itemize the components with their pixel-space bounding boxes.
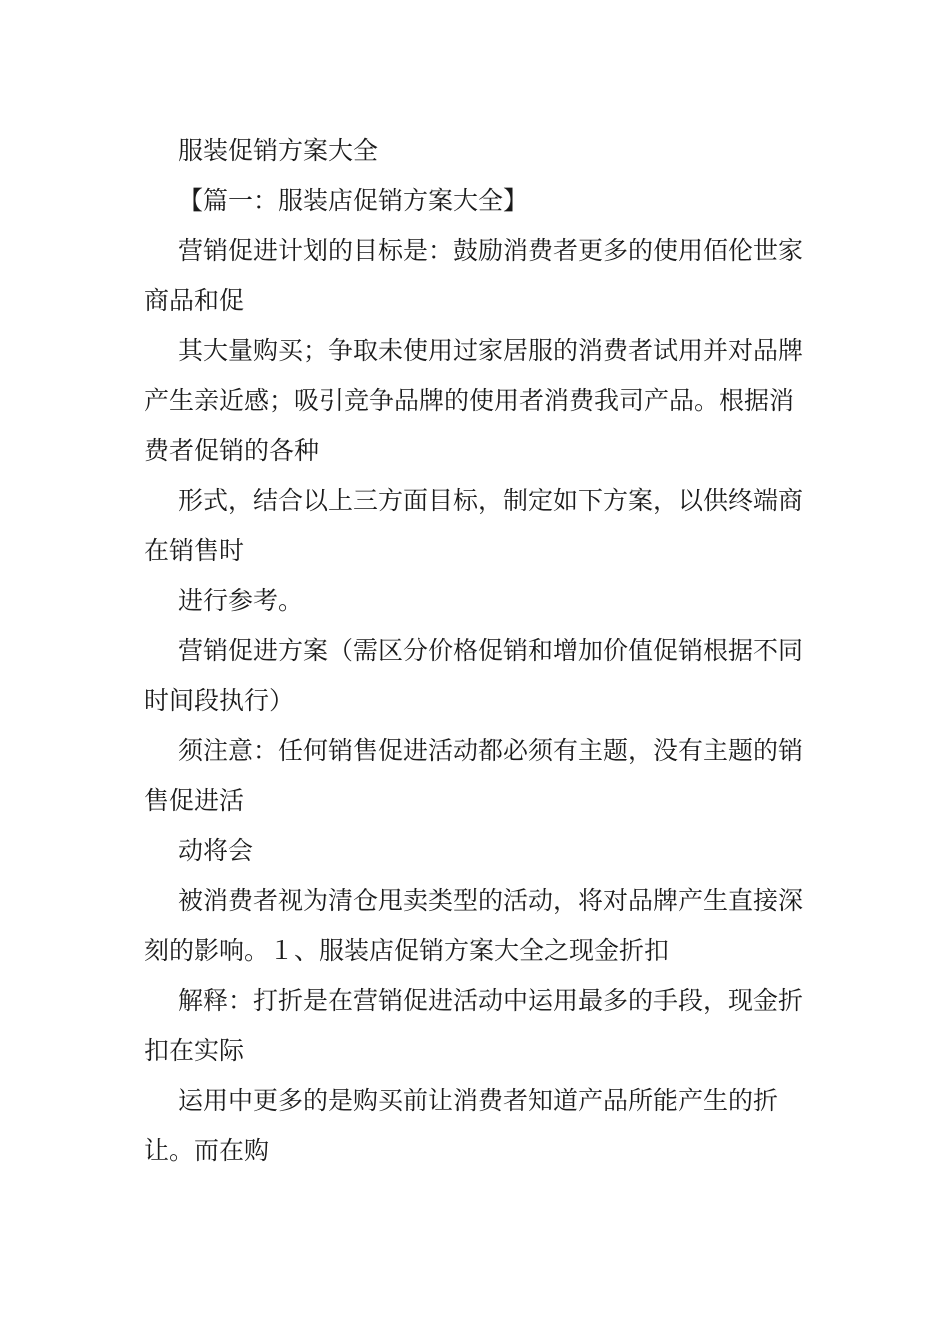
paragraph: 解释：打折是在营销促进活动中运用最多的手段，现金折扣在实际 xyxy=(144,986,804,1065)
paragraph: 进行参考。 xyxy=(178,586,304,615)
paragraph: 其大量购买；争取未使用过家居服的消费者试用并对品牌产生亲近感；吸引竞争品牌的使用者消费我司产品。根据消费者促销的各种 xyxy=(144,336,804,465)
document-title: 服装促销方案大全 xyxy=(178,136,379,165)
paragraph: 运用中更多的是购买前让消费者知道产品所能产生的折让。而在购 xyxy=(144,1086,779,1165)
section-heading: 【篇一：服装店促销方案大全】 xyxy=(178,186,529,215)
paragraph: 营销促进方案（需区分价格促销和增加价值促销根据不同时间段执行） xyxy=(144,636,804,715)
document-body xyxy=(144,126,810,1176)
paragraph: 营销促进计划的目标是：鼓励消费者更多的使用佰伦世家商品和促 xyxy=(144,236,804,315)
paragraph: 须注意：任何销售促进活动都必须有主题，没有主题的销售促进活 xyxy=(144,736,804,815)
paragraph: 被消费者视为清仓甩卖类型的活动，将对品牌产生直接深刻的影响。１、服装店促销方案大全之现金折扣 xyxy=(144,886,804,965)
paragraph: 形式，结合以上三方面目标，制定如下方案，以供终端商在销售时 xyxy=(144,486,804,565)
paragraph: 动将会 xyxy=(178,836,254,865)
